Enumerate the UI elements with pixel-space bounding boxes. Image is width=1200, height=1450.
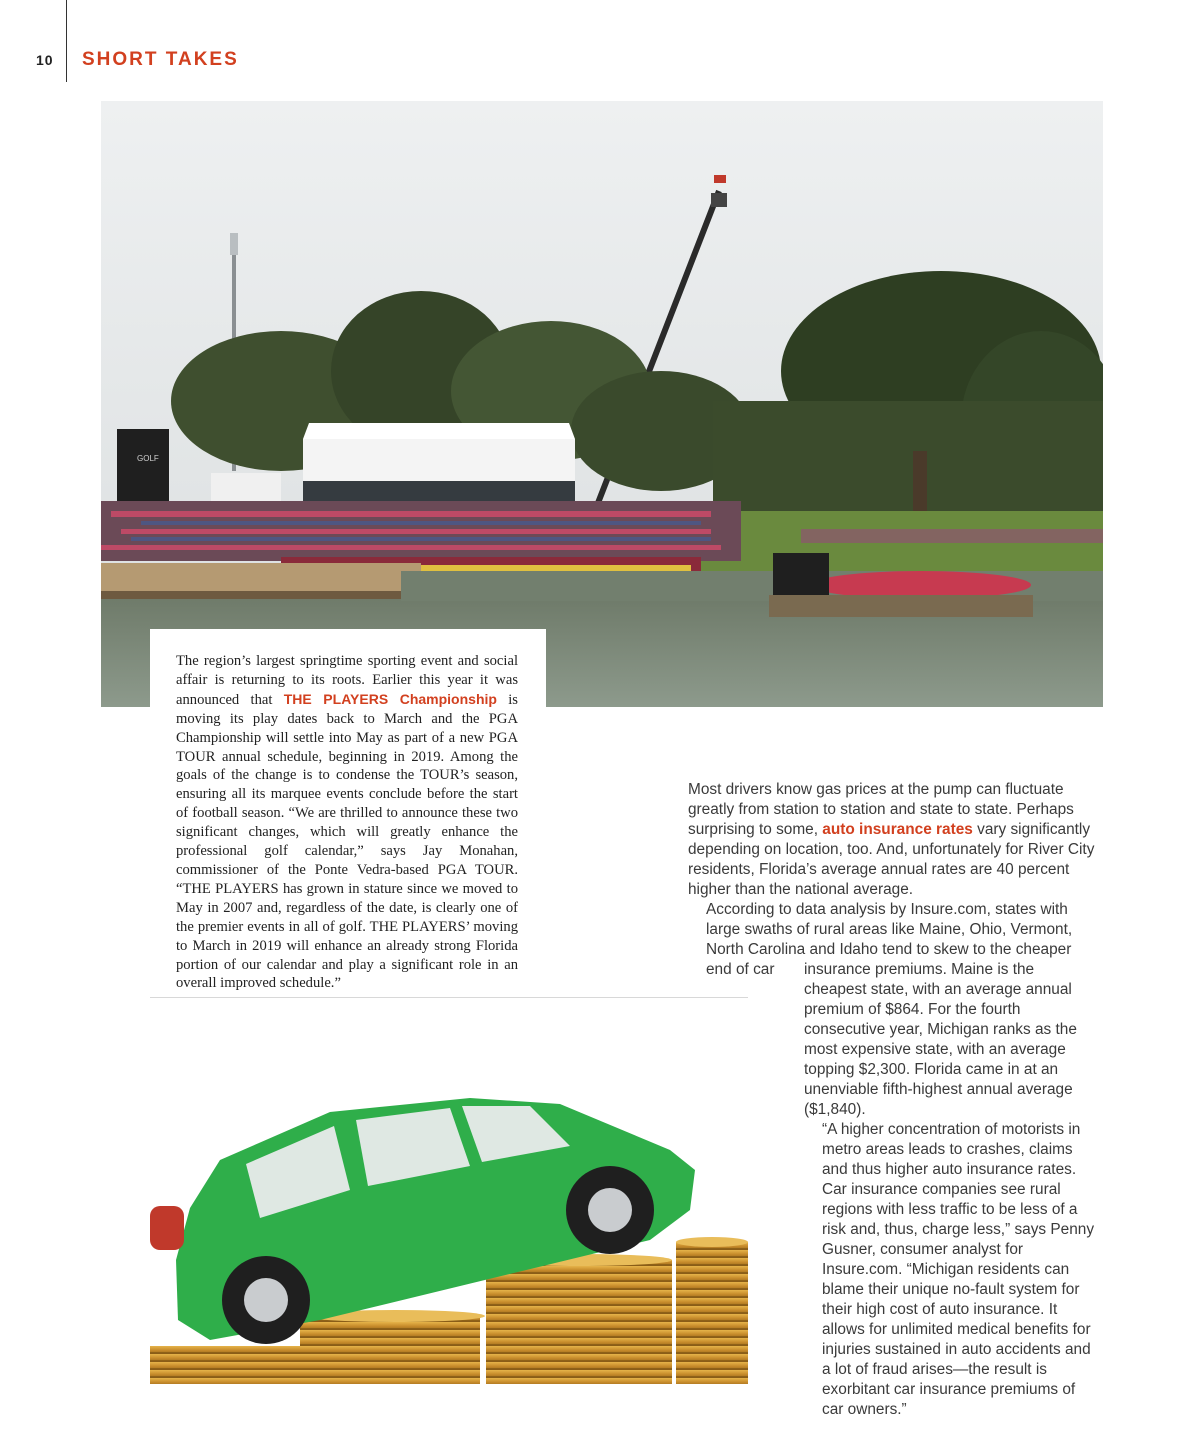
- golf-story-text: [176, 652, 518, 993]
- golf-tournament-photo: [101, 101, 1103, 707]
- insurance-paragraph-3: “A higher concentration of motorists in metro areas leads to crashes, claims and thus higher auto insurance rates. Car insurance companies see rural regions with less traffic to be less of a risk and, thus, charge less,” says Penny Gusner, consumer analyst for Insure.com. “Michigan residents can blame their unique no-fault system for their high cost of auto insurance. It allows for unlimited medical benefits for injuries sustained in auto accidents and a lot of fraud arises—the result is exorbitant car insurance premiums of car owners.”: [822, 1121, 1095, 1418]
- auto-insurance-rates-link[interactable]: auto insurance rates: [822, 821, 973, 838]
- insurance-p1-intro: Most drivers know gas prices at the pump can fluctuate greatly from station to station and state to state. Perhaps surprising to some,: [688, 781, 1074, 838]
- insurance-paragraph-1: [688, 780, 1100, 900]
- insurance-paragraph-2-top: According to data analysis by Insure.com, states with large swaths of rural areas like Maine, Ohio, Vermont, North Carolina and Idaho tend to skew to the cheaper end of car: [706, 901, 1073, 978]
- players-championship-link[interactable]: THE PLAYERS Championship: [283, 690, 497, 707]
- insurance-paragraph-2-bottom: insurance premiums. Maine is the cheapest state, with an average annual premium of $864. For the fourth consecutive year, Michigan ranks as the most expensive state, with an average topping $2,300. Florida came in at an unenviable fifth-highest annual average ($1,840).: [804, 961, 1077, 1118]
- article-divider: [150, 997, 748, 998]
- golf-story-body: is moving its play dates back to March and the PGA Championship will settle into May as part of a new PGA TOUR annual schedule, beginning in 2019. Among the goals of the change is to condense the TOUR’s season, ensuring all its marquee events conclude before the start of football season. “We are thrilled to announce these two significant changes, which will greatly enhance the professional golf calendar,” says Jay Monahan, commissioner of the Ponte Vedra-based PGA TOUR. “THE PLAYERS has grown in stature since we moved to May in 2007 and, regardless of the date, is clearly one of the premier events in all of golf. THE PLAYERS’ moving to March in 2019 will enhance an already strong Florida portion of our calendar and play a significant role in an overall improved schedule.”: [176, 691, 518, 992]
- car-on-coins-photo: [150, 1090, 748, 1384]
- insurance-story-bottom: [804, 960, 1100, 1420]
- insurance-story-top: [688, 780, 1100, 980]
- section-title: SHORT TAKES: [82, 49, 239, 70]
- golf-story-intro: The region’s largest springtime sporting event and social affair is returning to its roots. Earlier this year it was announced that: [176, 653, 518, 708]
- page-number: 10: [36, 52, 54, 68]
- header-rule: [66, 0, 67, 82]
- scoreboard-sign: GOLF: [137, 454, 159, 463]
- insurance-p1-body: vary significantly depending on location, too. And, unfortunately for River City residents, Florida’s average annual rates are 40 percent higher than the national average.: [688, 821, 1095, 898]
